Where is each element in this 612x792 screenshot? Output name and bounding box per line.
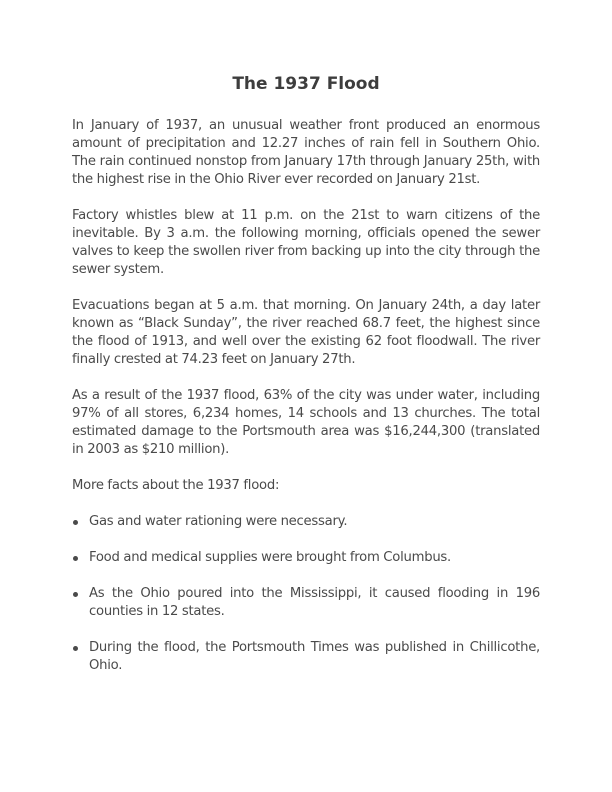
paragraph-damage: As a result of the 1937 flood, 63% of the city was under water, including 97% of all stores, 6,234 homes, 14 schools and 13 churches. The total estimated damage to the Portsmouth area was $16,244,300 (translated in 2003 as $210 million). — [72, 388, 540, 457]
bullet-icon — [73, 556, 78, 561]
bullet-icon — [73, 592, 78, 597]
list-item-text: Food and medical supplies were brought from Columbus. — [89, 550, 451, 565]
list-item-text: Gas and water rationing were necessary. — [89, 514, 348, 529]
paragraph-more-facts-intro: More facts about the 1937 flood: — [72, 478, 280, 493]
paragraph-evacuations: Evacuations began at 5 a.m. that morning. On January 24th, a day later known as “Black Sunday”, the river reached 68.7 feet, the highest since the flood of 1913, and well over the existing 62 foot floodwall. The river finally crested at 74.23 feet on January 27th. — [72, 298, 540, 367]
list-item — [72, 513, 540, 531]
bullet-icon — [73, 520, 78, 525]
document-title: The 1937 Flood — [232, 74, 380, 94]
list-item — [72, 549, 540, 567]
list-item-text: As the Ohio poured into the Mississippi, it caused flooding in 196 counties in 12 states. — [89, 586, 540, 619]
list-item — [72, 639, 540, 675]
document-page — [72, 72, 540, 693]
facts-list — [72, 513, 540, 675]
paragraph-rainfall: In January of 1937, an unusual weather front produced an enormous amount of precipitation and 12.27 inches of rain fell in Southern Ohio. The rain continued nonstop from January 17th through January 25th, with the highest rise in the Ohio River ever recorded on January 21st. — [72, 118, 540, 187]
paragraph-factory-whistles: Factory whistles blew at 11 p.m. on the 21st to warn citizens of the inevitable. By 3 a.m. the following morning, officials opened the sewer valves to keep the swollen river from backing up into the city through the sewer system. — [72, 208, 540, 277]
list-item — [72, 585, 540, 621]
bullet-icon — [73, 646, 78, 651]
list-item-text: During the flood, the Portsmouth Times was published in Chillicothe, Ohio. — [89, 640, 540, 673]
